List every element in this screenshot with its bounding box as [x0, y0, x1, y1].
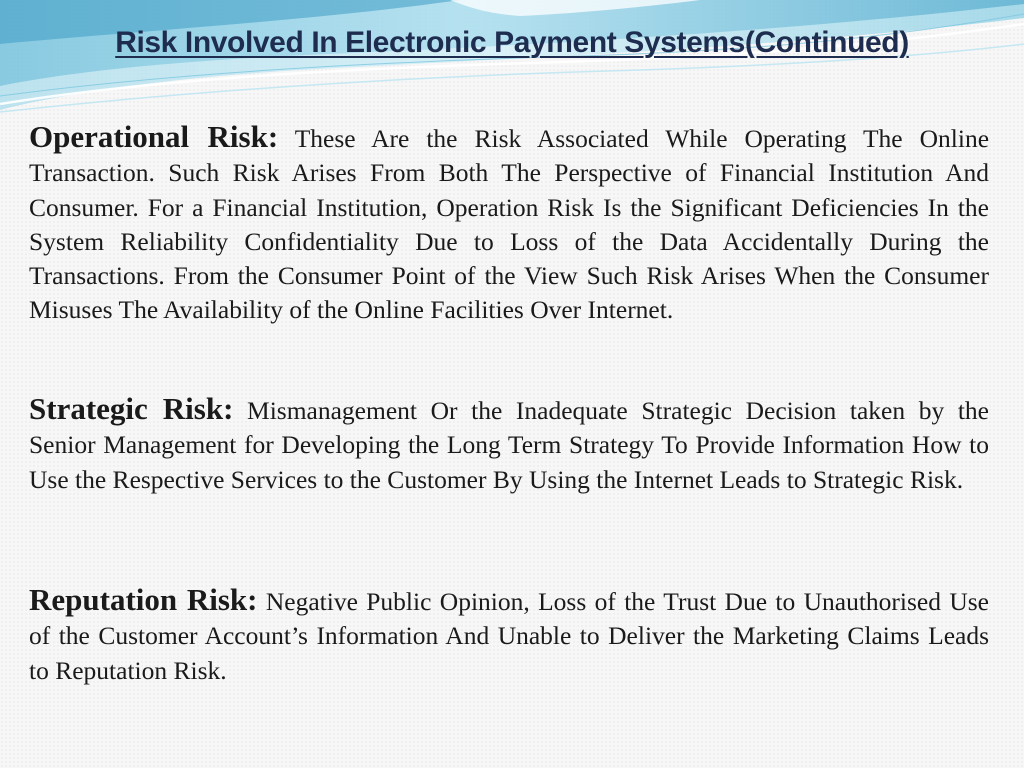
slide-title-text: Risk Involved In Electronic Payment Systems(Continued): [115, 26, 909, 59]
slide-title: [0, 26, 1024, 60]
operational-risk-body: These Are the Risk Associated While Operating The Online Transaction. Such Risk Arises From Both The Perspective of Financial Institution And Consumer. For a Financial Institution, Operation Risk Is the Significant Deficiencies In the System Reliability Confidentiality Due to Loss of the Data Accidentally During the Transactions. From the Consumer Point of the View Such Risk Arises When the Consumer Misuses The Availability of the Online Facilities Over Internet.: [29, 124, 990, 325]
operational-risk-paragraph: [29, 120, 989, 328]
reputation-risk-body: Negative Public Opinion, Loss of the Trust Due to Unauthorised Use of the Customer Account’s Information And Unable to Deliver the Marketing Claims Leads to Reputation Risk.: [29, 587, 989, 685]
reputation-risk-paragraph: [29, 583, 989, 688]
strategic-risk-body: Mismanagement Or the Inadequate Strategic Decision taken by the Senior Management for Developing the Long Term Strategy To Provide Information How to Use the Respective Services to the Customer By Using the Internet Leads to Strategic Risk.: [29, 396, 989, 494]
reputation-risk-heading: Reputation Risk:: [29, 582, 258, 617]
operational-risk-heading: Operational Risk:: [29, 119, 279, 154]
header-wave-decoration: [0, 0, 1024, 130]
strategic-risk-paragraph: [29, 392, 989, 497]
strategic-risk-heading: Strategic Risk:: [29, 391, 234, 426]
